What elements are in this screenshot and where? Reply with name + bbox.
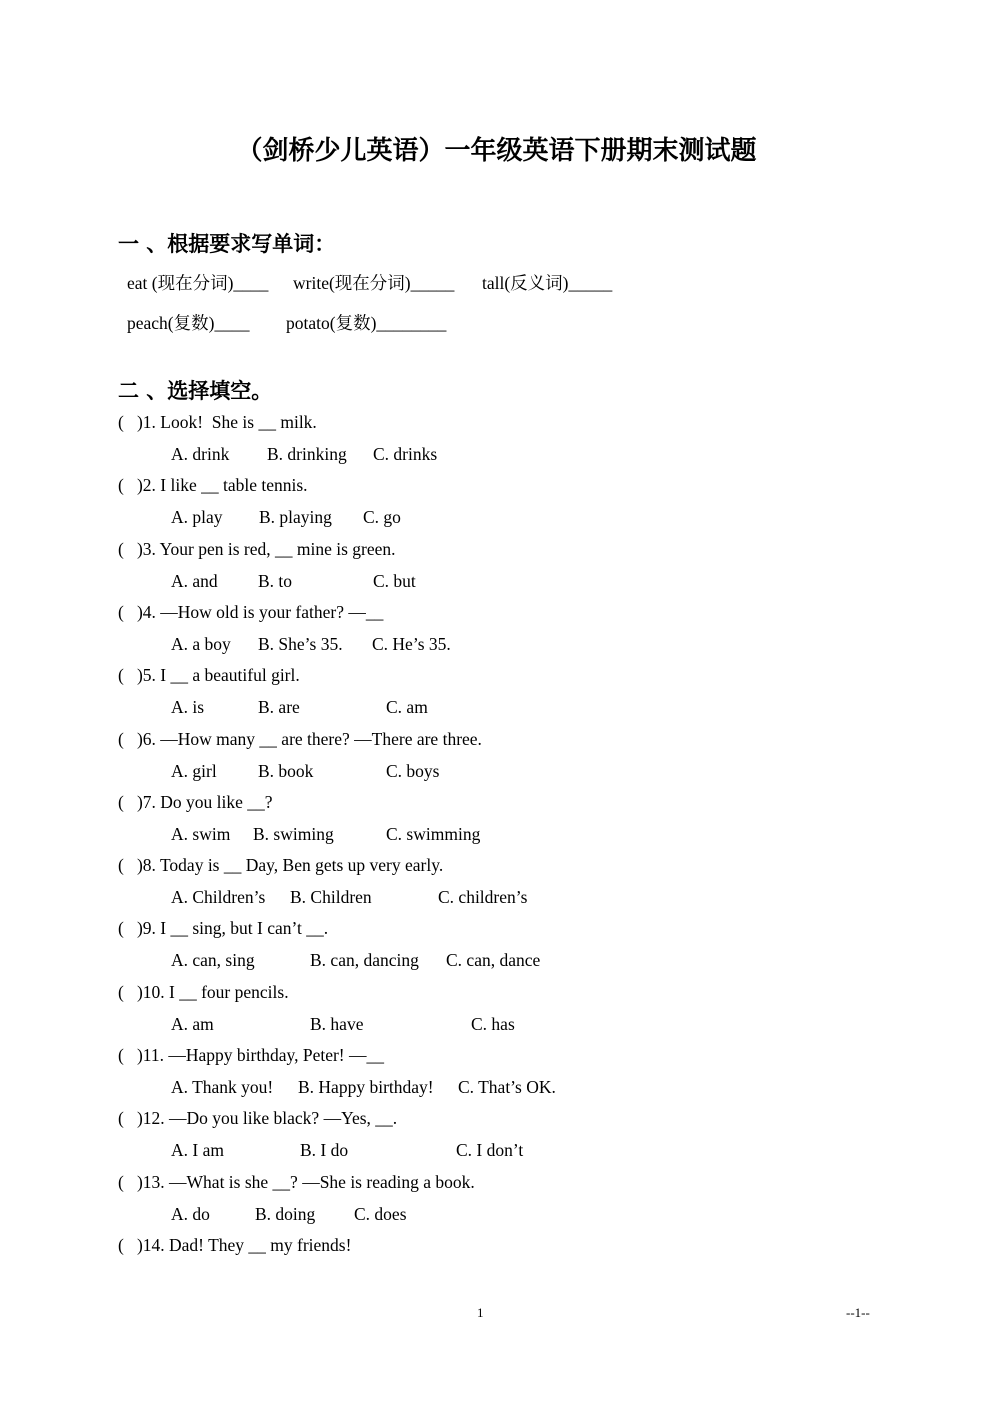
question-11: ( )11. —Happy birthday, Peter! —__ (118, 1045, 385, 1065)
question-3-option-b: B. to (258, 570, 293, 591)
question-8-option-b: B. Children (290, 887, 372, 908)
question-2-option-c: C. go (363, 507, 401, 528)
question-6-option-c: C. boys (386, 760, 440, 781)
question-8-option-c: C. children’s (438, 887, 528, 908)
question-13-option-c: C. does (354, 1203, 407, 1224)
question-3-option-c: C. but (373, 570, 416, 591)
question-10-option-a: A. am (171, 1013, 214, 1034)
question-11-option-a: A. Thank you! (171, 1077, 274, 1097)
page-title: （剑桥少儿英语）一年级英语下册期末测试题 (236, 136, 757, 166)
question-3-option-a: A. and (171, 570, 218, 591)
question-8: ( )8. Today is __ Day, Ben gets up very early. (118, 855, 444, 876)
question-14: ( )14. Dad! They __ my friends! (118, 1234, 352, 1255)
question-10-option-b: B. have (310, 1013, 364, 1034)
question-4-option-b: B. She’s 35. (258, 633, 343, 654)
question-7-option-c: C. swimming (386, 823, 481, 844)
question-11-option-b: B. Happy birthday! (298, 1077, 434, 1097)
question-9-option-b: B. can, dancing (310, 950, 419, 971)
question-1-option-b: B. drinking (267, 444, 347, 464)
question-3: ( )3. Your pen is red, __ mine is green. (118, 538, 396, 559)
question-13-option-b: B. doing (255, 1203, 316, 1224)
question-12-option-b: B. I do (300, 1140, 349, 1161)
question-7-option-a: A. swim (171, 823, 231, 844)
page-marker: --1-- (846, 1305, 870, 1320)
question-7-option-b: B. swiming (253, 823, 334, 844)
question-2: ( )2. I like __ table tennis. (118, 475, 308, 496)
question-2-option-a: A. play (171, 507, 223, 528)
question-5-option-c: C. am (386, 697, 428, 718)
question-1-option-a: A. drink (171, 444, 230, 464)
question-6-option-a: A. girl (171, 760, 217, 781)
word-task: potato(复数)________ (286, 313, 447, 333)
question-12-option-c: C. I don’t (456, 1140, 524, 1161)
section-2-heading: 二 、选择填空。 (118, 378, 273, 403)
question-12: ( )12. —Do you like black? —Yes, __. (118, 1108, 398, 1129)
question-5: ( )5. I __ a beautiful girl. (118, 665, 300, 686)
question-10-option-c: C. has (471, 1013, 515, 1034)
question-12-option-a: A. I am (171, 1140, 224, 1161)
question-9-option-c: C. can, dance (446, 950, 541, 971)
question-1-option-c: C. drinks (373, 444, 438, 464)
question-11-option-c: C. That’s OK. (458, 1077, 556, 1097)
question-9: ( )9. I __ sing, but I can’t __. (118, 918, 329, 939)
question-5-option-a: A. is (171, 697, 205, 718)
question-13: ( )13. —What is she __? —She is reading a book. (118, 1171, 475, 1192)
word-task: eat (现在分词)____ (127, 273, 269, 293)
word-task: tall(反义词)_____ (482, 273, 613, 293)
question-13-option-a: A. do (171, 1203, 210, 1224)
question-4: ( )4. —How old is your father? —__ (118, 601, 384, 622)
question-6: ( )6. —How many __ are there? —There are three. (118, 728, 482, 749)
question-8-option-a: A. Children’s (171, 887, 266, 908)
word-task: write(现在分词)_____ (293, 273, 455, 293)
question-6-option-b: B. book (258, 760, 314, 781)
question-5-option-b: B. are (258, 697, 300, 718)
question-10: ( )10. I __ four pencils. (118, 981, 289, 1002)
question-2-option-b: B. playing (259, 507, 332, 528)
section-1-heading: 一 、根据要求写单词： (118, 231, 336, 256)
question-4-option-a: A. a boy (171, 633, 231, 654)
question-1: ( )1. Look! She is __ milk. (118, 412, 317, 432)
word-task: peach(复数)____ (127, 313, 250, 333)
question-4-option-c: C. He’s 35. (372, 633, 451, 654)
page-number: 1 (477, 1305, 484, 1320)
question-7: ( )7. Do you like __? (118, 791, 273, 812)
question-9-option-a: A. can, sing (171, 950, 255, 971)
